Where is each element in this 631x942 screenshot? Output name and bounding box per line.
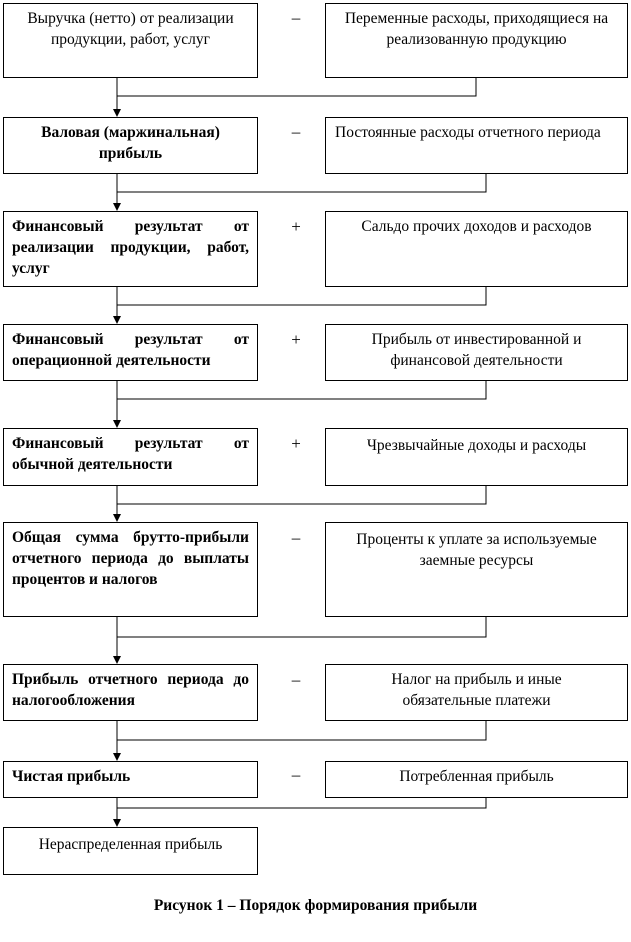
box-interest bbox=[325, 522, 628, 617]
box-revenue bbox=[3, 3, 258, 78]
box-fixed-costs bbox=[325, 117, 628, 174]
box-fixed-costs-label: Постоянные расходы отчетного периода bbox=[335, 124, 601, 141]
operator-minus-2: – bbox=[291, 122, 301, 141]
connector-2 bbox=[117, 174, 486, 192]
box-extraordinary bbox=[325, 428, 628, 486]
operator-plus-5: + bbox=[291, 434, 301, 453]
operator-minus-1: – bbox=[291, 8, 301, 27]
operator-minus-8: – bbox=[291, 765, 301, 784]
connector-5 bbox=[117, 486, 486, 504]
operator-minus-6: – bbox=[291, 528, 301, 547]
box-ordinary-result-label: Финансовый результат от обычной деятельности bbox=[12, 435, 249, 473]
box-sales-result bbox=[3, 211, 258, 287]
box-consumed-profit-label: Потребленная прибыль bbox=[399, 768, 554, 785]
figure-caption: Рисунок 1 – Порядок формирования прибыли bbox=[153, 897, 478, 914]
box-revenue-label: Выручка (нетто) от реализации продукции, работ, услуг bbox=[27, 10, 234, 48]
box-operating-result-label: Финансовый результат от операционной деятельности bbox=[12, 331, 249, 369]
box-sales-result-label: Финансовый результат от реализации продукции, работ, услуг bbox=[12, 218, 249, 277]
box-retained-earnings-label: Нераспределенная прибыль bbox=[38, 836, 223, 853]
box-consumed-profit bbox=[325, 761, 628, 798]
box-net-profit-label: Чистая прибыль bbox=[12, 768, 131, 785]
box-variable-costs-label: Переменные расходы, приходящиеся на реализованную продукцию bbox=[344, 10, 609, 48]
operator-plus-3: + bbox=[291, 217, 301, 236]
box-retained-earnings bbox=[3, 827, 258, 875]
box-tax-label: Налог на прибыль и иные обязательные платежи bbox=[391, 671, 562, 709]
box-other-income bbox=[325, 211, 628, 287]
box-extraordinary-label: Чрезвычайные доходы и расходы bbox=[366, 437, 587, 454]
box-pretax-profit-label: Прибыль отчетного периода до налогообложения bbox=[12, 671, 249, 709]
box-gross-profit bbox=[3, 117, 258, 174]
box-interest-label: Проценты к уплате за используемые заемные ресурсы bbox=[356, 531, 597, 569]
connector-1 bbox=[117, 78, 476, 96]
box-gross-profit-label: Валовая (маржинальная) прибыль bbox=[41, 124, 220, 162]
box-investment-profit-label: Прибыль от инвестированной и финансовой деятельности bbox=[371, 331, 582, 369]
box-operating-result bbox=[3, 324, 258, 381]
operator-minus-7: – bbox=[291, 670, 301, 689]
connector-6 bbox=[117, 617, 486, 637]
box-variable-costs bbox=[325, 3, 628, 78]
box-net-profit bbox=[3, 761, 258, 798]
box-gross-profit-total-label: Общая сумма брутто-прибыли отчетного периода до выплаты процентов и налогов bbox=[12, 529, 249, 588]
connector-7 bbox=[117, 721, 486, 740]
box-ordinary-result bbox=[3, 428, 258, 486]
connector-4 bbox=[117, 381, 486, 399]
connector-3 bbox=[117, 287, 486, 305]
box-other-income-label: Сальдо прочих доходов и расходов bbox=[361, 218, 592, 235]
box-tax bbox=[325, 664, 628, 721]
box-gross-profit-total bbox=[3, 522, 258, 617]
box-pretax-profit bbox=[3, 664, 258, 721]
operator-plus-4: + bbox=[291, 330, 301, 349]
connector-8 bbox=[117, 798, 486, 808]
box-investment-profit bbox=[325, 324, 628, 381]
